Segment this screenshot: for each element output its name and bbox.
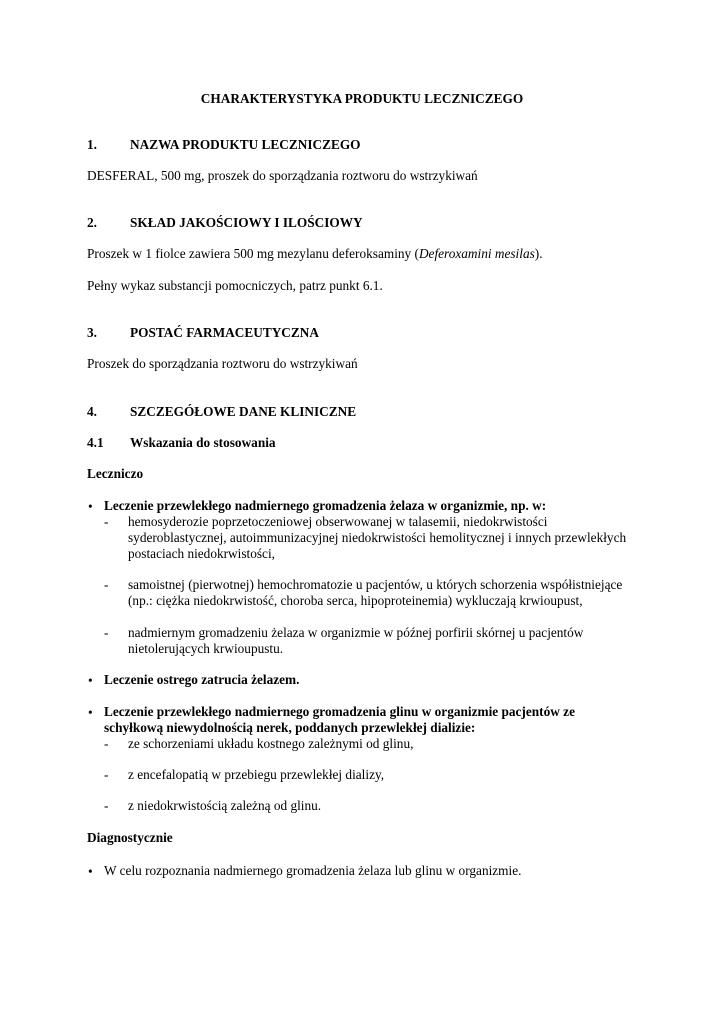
- bullet-1-item-1-dash: -: [104, 514, 109, 529]
- bullet-1-marker: •: [88, 499, 93, 514]
- section-2-text-after: ).: [534, 246, 543, 261]
- section-2-text-before: Proszek w 1 fiolce zawiera 500 mg mezylanu deferoksaminy (: [87, 246, 419, 261]
- diagnostycznie-heading: Diagnostycznie: [87, 830, 173, 845]
- subsection-4-1-heading: Wskazania do stosowania: [130, 435, 276, 450]
- section-2-heading: SKŁAD JAKOŚCIOWY I ILOŚCIOWY: [130, 215, 363, 230]
- bullet-1-item-1-line-3: postaciach niedokrwistości,: [128, 546, 275, 561]
- section-3-heading: POSTAĆ FARMACEUTYCZNA: [130, 325, 319, 340]
- section-1-number: 1.: [87, 137, 97, 152]
- leczniczo-heading: Leczniczo: [87, 466, 144, 481]
- bullet-4-marker: •: [88, 864, 93, 879]
- section-2-number: 2.: [87, 215, 97, 230]
- bullet-4-text: W celu rozpoznania nadmiernego gromadzenia żelaza lub glinu w organizmie.: [104, 863, 522, 878]
- section-3-number: 3.: [87, 325, 97, 340]
- section-2-text2: Pełny wykaz substancji pomocniczych, patrz punkt 6.1.: [87, 278, 383, 293]
- bullet-3-item-1-text: ze schorzeniami układu kostnego zależnymi od glinu,: [128, 736, 414, 751]
- bullet-1-item-2-line-2: (np.: ciężka niedokrwistość, choroba serca, hipoproteinemia) wykluczają krwioupust,: [128, 593, 583, 608]
- bullet-1-item-1-line-2: syderoblastycznej, autoimmunizacyjnej niedokrwistości hemolitycznej i innych przewlekłych: [128, 530, 627, 545]
- bullet-1-item-3-line-1: nadmiernym gromadzeniu żelaza w organizmie w późnej porfirii skórnej u pacjentów: [128, 625, 584, 640]
- subsection-4-1-number: 4.1: [87, 435, 104, 450]
- section-4-number: 4.: [87, 404, 97, 419]
- bullet-1-item-2-dash: -: [104, 577, 109, 592]
- bullet-3-item-3-text: z niedokrwistością zależną od glinu.: [128, 798, 322, 813]
- bullet-2-text: Leczenie ostrego zatrucia żelazem.: [104, 672, 300, 687]
- bullet-3-marker: •: [88, 705, 93, 720]
- bullet-3-item-2-text: z encefalopatią w przebiegu przewlekłej dializy,: [128, 767, 385, 782]
- section-1-heading: NAZWA PRODUKTU LECZNICZEGO: [130, 137, 361, 152]
- bullet-3-item-3-dash: -: [104, 798, 109, 813]
- bullet-1-item-3-dash: -: [104, 625, 109, 640]
- bullet-3-item-1-dash: -: [104, 736, 109, 751]
- section-2-text-italic: Deferoxamini mesilas: [418, 246, 535, 261]
- section-4-heading: SZCZEGÓŁOWE DANE KLINICZNE: [130, 404, 357, 419]
- document-title: CHARAKTERYSTYKA PRODUKTU LECZNICZEGO: [200, 91, 524, 106]
- bullet-2-marker: •: [88, 673, 93, 688]
- section-2-text: [87, 246, 543, 262]
- section-3-text: Proszek do sporządzania roztworu do wstrzykiwań: [87, 356, 358, 371]
- bullet-1-text: Leczenie przewlekłego nadmiernego gromadzenia żelaza w organizmie, np. w:: [104, 498, 547, 513]
- section-1-text: DESFERAL, 500 mg, proszek do sporządzania roztworu do wstrzykiwań: [87, 168, 478, 183]
- bullet-1-item-1-line-1: hemosyderozie poprzetoczeniowej obserwowanej w talasemii, niedokrwistości: [128, 514, 548, 529]
- bullet-3-line-1: Leczenie przewlekłego nadmiernego gromadzenia glinu w organizmie pacjentów ze: [104, 704, 575, 719]
- bullet-3-line-2: schyłkową niewydolnością nerek, poddanych przewlekłej dializie:: [104, 720, 476, 735]
- bullet-1-item-2-line-1: samoistnej (pierwotnej) hemochromatozie u pacjentów, u których schorzenia współistniejące: [128, 577, 623, 592]
- bullet-3-item-2-dash: -: [104, 767, 109, 782]
- bullet-1-item-3-line-2: nietolerujących krwioupustu.: [128, 641, 284, 656]
